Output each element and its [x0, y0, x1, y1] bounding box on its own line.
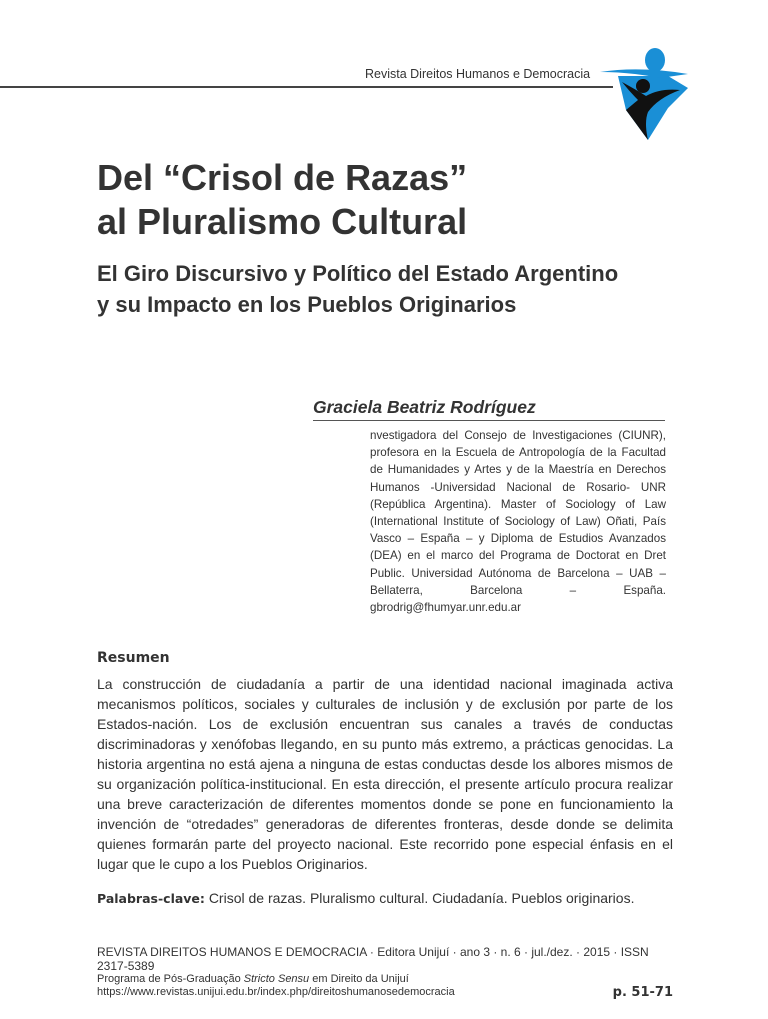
article-title — [97, 156, 467, 244]
keywords-label: Palabras-clave: — [97, 891, 205, 907]
title-line-2: al Pluralismo Cultural — [97, 201, 468, 242]
author-bio: nvestigadora del Consejo de Investigaciones (CIUNR), profesora en la Escuela de Antropología de la Facultad de Humanidades y Artes y de la Maestría en Derechos Humanos -Universidad Nacional de Rosario- UNR (República Argentina). Master of Sociology of Law (International Institute of Sociology of Law) Oñati, País Vasco – España – y Diploma de Estudios Avanzados (DEA) en el marco del Programa de Doctorat en Dret Public. Universidad Autónoma de Barcelona – UAB – Bellaterra, Barcelona – España. gbrodrig@fhumyar.unr.edu.ar — [370, 429, 666, 615]
page-range: p. 51-71 — [612, 985, 673, 1001]
journal-logo — [600, 48, 696, 140]
footer-last-row — [97, 986, 673, 999]
title-line-1: Del “Crisol de Razas” — [97, 157, 468, 198]
logo-head-blue — [645, 48, 665, 72]
footer — [97, 945, 673, 999]
logo-head-black — [636, 79, 650, 93]
abstract-text: La construcción de ciudadanía a partir de una identidad nacional imaginada activa mecanismos políticos, sociales y culturales de inclusión y de exclusión por parte de los Estados-nación. Los de exclusión encuentran sus canales a través de conductas discriminadoras y xenófobas llegando, en su punto más extremo, a prácticas genocidas. La historia argentina no está ajena a ninguna de estas conductas desde los albores mismos de su organización política-institucional. En esta dirección, el presente artículo procura realizar una breve caracterización de diferentes momentos donde se pone en funcionamiento la invención de “otredades” generadoras de diferentes fronteras, desde donde se delimita quienes formarán parte del proyecto nacional. Este recorrido pone especial énfasis en el lugar que le cupo a los Pueblos Originarios. — [97, 676, 673, 873]
subtitle-line-2: y su Impacto en los Pueblos Originarios — [97, 292, 517, 317]
article-body — [97, 396, 673, 1019]
footer-program-post: em Direito da Unijuí — [309, 973, 409, 986]
header-rule — [0, 86, 613, 88]
abstract-heading: Resumen — [97, 650, 170, 667]
article-subtitle — [97, 258, 618, 320]
subtitle-line-1: El Giro Discursivo y Político del Estado Argentino — [97, 261, 619, 286]
footer-program-em: Stricto Sensu — [243, 973, 310, 986]
footer-url[interactable]: https://www.revistas.unijui.edu.br/index.php/direitoshumanosedemocracia — [97, 986, 455, 999]
footer-citation: REVISTA DIREITOS HUMANOS E DEMOCRACIA · Editora Unijuí · ano 3 · n. 6 · jul./dez. · 2015 · ISSN 2317-5389 — [97, 945, 649, 974]
author-name: Graciela Beatriz Rodríguez — [313, 396, 665, 421]
keywords — [97, 888, 673, 909]
journal-name: Revista Direitos Humanos e Democracia — [365, 67, 591, 81]
keywords-text: Crisol de razas. Pluralismo cultural. Ciudadanía. Pueblos originarios. — [208, 890, 635, 907]
footer-program-pre: Programa de Pós-Graduação — [97, 973, 244, 986]
footer-program — [97, 973, 673, 986]
